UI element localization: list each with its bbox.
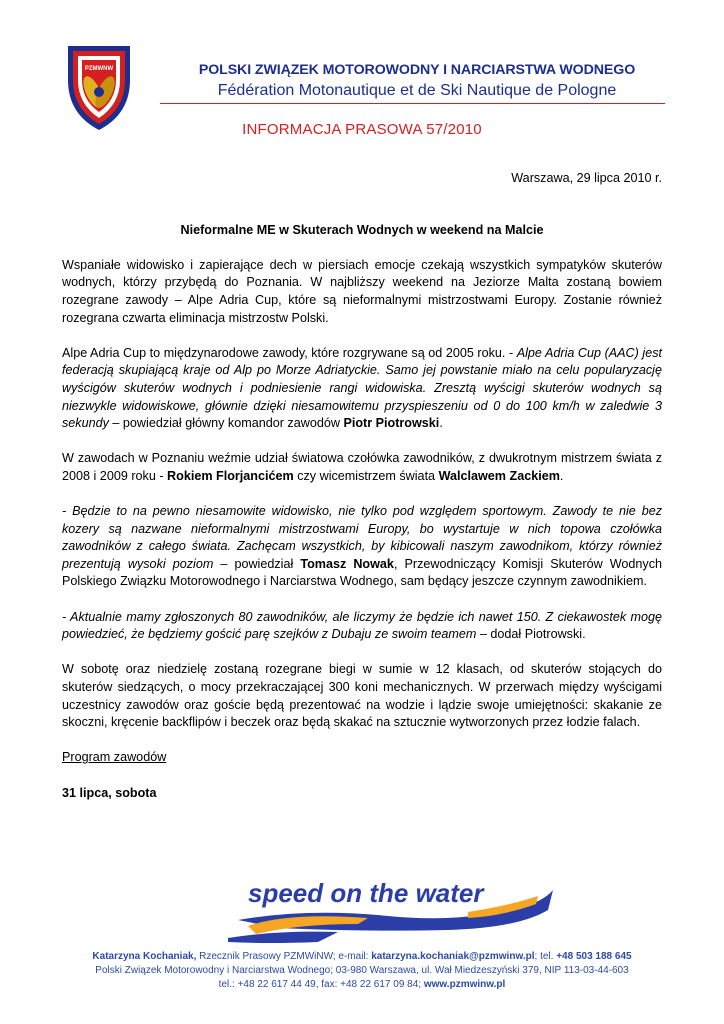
footer-email[interactable]: katarzyna.kochaniak@pzmwinw.pl <box>371 951 535 962</box>
document-body <box>62 170 662 820</box>
p2-text-a: Alpe Adria Cup to międzynarodowe zawody, które rozgrywane są od 2005 roku. - <box>62 345 517 360</box>
paragraph-5 <box>62 609 662 644</box>
p3-name-1: Rokiem Florjancićem <box>167 468 294 483</box>
paragraph-3 <box>62 450 662 485</box>
paragraph-2 <box>62 345 662 433</box>
p3-text-a: W zawodach w Poznaniu weźmie udział światowa czołówka zawodników, z dwukrotnym mistrzem świata z 2008 i 2009 roku - <box>62 451 662 483</box>
organization-name-fr: Fédération Motonautique et de Ski Nautique de Pologne <box>217 82 617 99</box>
document-date: Warszawa, 29 lipca 2010 r. <box>511 171 662 185</box>
p4-text-b: – powiedział <box>213 556 301 571</box>
p5-text-b: – dodał Piotrowski. <box>476 627 586 642</box>
website-link[interactable]: www.pzmwinw.pl <box>423 979 506 990</box>
day-heading: 31 lipca, sobota <box>62 785 157 800</box>
footer-tel-label: ; tel. <box>534 951 557 962</box>
pzmwinw-logo <box>60 40 138 132</box>
program-heading: Program zawodów <box>62 750 167 765</box>
p4-name: Tomasz Nowak <box>300 556 394 571</box>
p4-quote: - Będzie to na pewno niesamowite widowisko, nie tylko pod względem sportowym. Zawody te nie bez kozery są nazwane nieformalnymi mistrzostwami Europy, bo wystartuje w nich topowa czołówka zawodników z całego świata. Zachęcam wszystkich, by kibicowali naszym zawodnikom, którzy również prezentują wysoki poziom <box>62 504 662 571</box>
p3-text-b: czy wicemistrzem świata <box>293 468 439 483</box>
footer-line-2: Polski Związek Motorowodny i Narciarstwa Wodnego; 03-980 Warszawa, ul. Wał Miedzeszyński 379, NIP 113-03-44-603 <box>95 965 629 976</box>
paragraph-4 <box>62 503 662 591</box>
article-headline: Nieformalne ME w Skuterach Wodnych w weekend na Malcie <box>180 222 544 237</box>
logo-text: PZMWNW <box>84 66 114 72</box>
p2-quote: Alpe Adria Cup (AAC) jest federacją skupiającą kraje od Alp po Morze Adriatyckie. Samo jej powstanie miało na celu popularyzację wyścigów skuterów wodnych i podniesienie rangi widowiska. Zresztą wyścigi skuterów wodnych są niezwykle widowiskowe, głównie dzięki niesamowitemu przyspieszeniu od 0 do 100 km/h w zaledwie 3 sekundy <box>62 345 662 431</box>
p3-text-c: . <box>559 468 564 483</box>
press-release-title: INFORMACJA PRASOWA 57/2010 <box>242 121 482 138</box>
footer-phone: +48 503 188 645 <box>556 951 632 962</box>
paragraph-6: W sobotę oraz niedzielę zostaną rozegrane biegi w sumie w 12 klasach, od skuterów stojących do skuterów siedzących, o mocy przekraczającej 300 koni mechanicznych. W przerwach między wyścigami uczestnicy zawodów oraz goście będą prezentować na wodzie i lądzie swoje umiejętności: skakanie ze skoczni, kręcenie backflipów i beczek oraz będą skakać na sztucznie wytworzonych przez łodzie falach. <box>62 662 662 730</box>
paragraph-1: Wspaniałe widowisko i zapierające dech w piersiach emocje czekają wszystkich sympatyków skuterów wodnych, którzy przybędą do Poznania. W najbliższy weekend na Jeziorze Malta zostaną bowiem rozegrane zawody – Alpe Adria Cup, które są nieformalnymi mistrzostwami Europy. Zostanie również rozegrana czwarta eliminacja mistrzostw Polski. <box>62 257 662 325</box>
p2-text-c: – powiedział główny komandor zawodów <box>108 416 344 431</box>
p2-name: Piotr Piotrowski <box>343 416 440 431</box>
organization-name-pl: POLSKI ZWIĄZEK MOTOROWODNY I NARCIARSTWA WODNEGO <box>198 62 636 78</box>
footer-contact <box>0 950 724 992</box>
p2-text-d: . <box>439 416 443 431</box>
p4-text-c: , Przewodniczący Komisji Skuterów Wodnych Polskiego Związku Motorowodnego i Narciarstwa Wodnego, sam będący jeszcze czynnym zawodnikiem. <box>62 556 663 589</box>
footer-logo-text: speed on the water <box>248 878 484 908</box>
footer-line-1 <box>0 950 724 964</box>
footer-role: Rzecznik Prasowy PZMWiNW; e-mail: <box>196 951 372 962</box>
footer-line-3 <box>0 978 724 992</box>
header-divider <box>160 103 665 104</box>
speed-on-the-water-logo <box>218 868 556 946</box>
spokesperson-name: Katarzyna Kochaniak, <box>92 951 197 962</box>
p3-name-2: Walclawem Zackiem <box>438 468 560 483</box>
footer-tel-fax: tel.: +48 22 617 44 49, fax: +48 22 617 09 84; <box>218 979 424 990</box>
p5-quote: - Aktualnie mamy zgłoszonych 80 zawodników, ale liczymy że będzie ich nawet 150. Z ciekawostek mogę powiedzieć, że będziemy gościć parę szejków z Dubaju ze swoim teamem <box>62 609 662 642</box>
